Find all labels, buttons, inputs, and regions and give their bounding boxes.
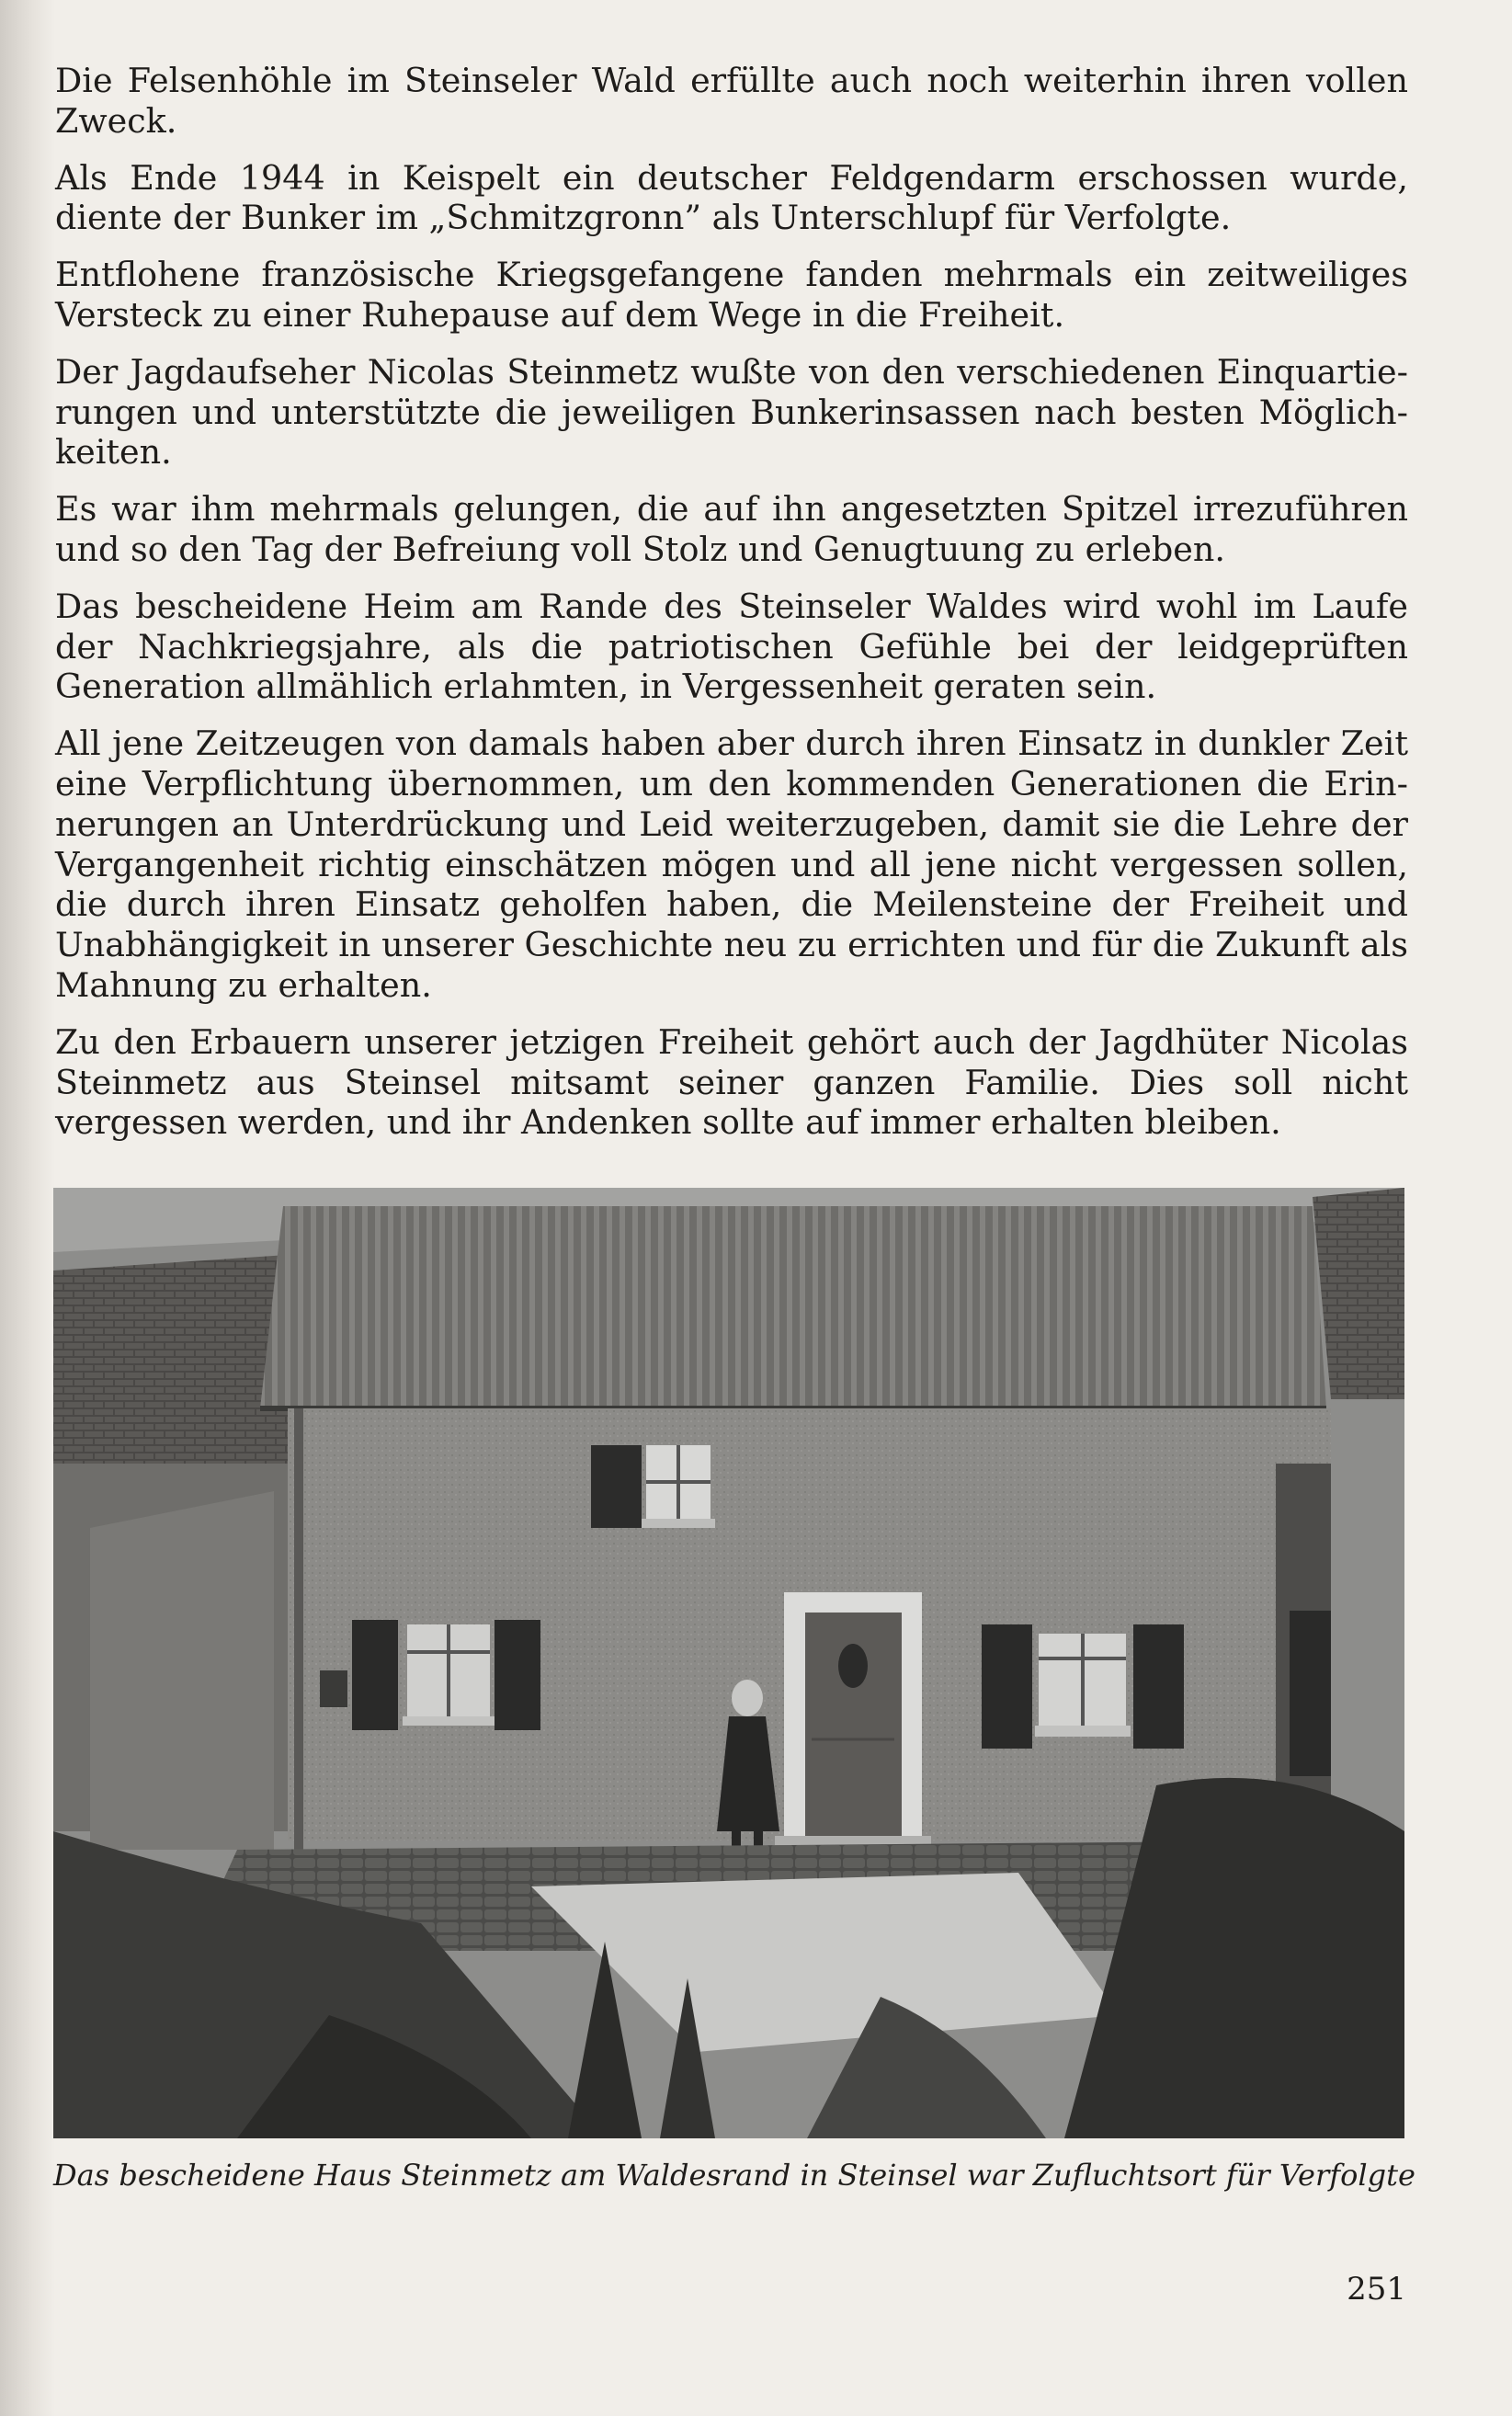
photo-caption: Das bescheidene Haus Steinmetz am Waldesrand in Steinsel war Zufluchtsort für Verfolgte (53, 2158, 1415, 2193)
paragraph: Zu den Erbauern unserer jetzigen Freiheit gehört auch der Jagdhüter Nicolas Steinmetz aus Steinsel mitsamt seiner ganzen Familie. Dies soll nicht vergessen werden, und ihr Andenken sollte auf immer erhalten bleiben. (55, 1021, 1408, 1143)
paragraph: Es war ihm mehrmals gelungen, die auf ihn angesetzten Spitzel irrezuführen und so den Tag der Befreiung voll Stolz und Genugtuung zu erleben. (55, 489, 1408, 569)
paragraph: All jene Zeitzeugen von damals haben aber durch ihren Einsatz in dunkler Zeit eine Verpflichtung übernommen, um den kommenden Generationen die Erin- nerungen an Unterdrückung und Leid weiterzugeben, damit sie die Lehre der Vergangenheit richtig einschätzen mögen und all jene nicht vergessen sollen, die durch ihren Einsatz geholfen haben, die Meilensteine der Freiheit und Unabhängigkeit in unserer Geschichte neu zu errichten und für die Zukunft als Mahnung zu erhalten. (55, 724, 1408, 1005)
paragraph: Als Ende 1944 in Keispelt ein deutscher Feldgendarm erschossen wurde, diente der Bunker im „Schmitzgronn” als Unterschlupf für Verfolgte. (55, 157, 1408, 238)
paragraph: Entflohene französische Kriegsgefangene fanden mehrmals ein zeitweiliges Versteck zu einer Ruhepause auf dem Wege in die Freiheit. (55, 255, 1408, 335)
paragraph: Die Felsenhöhle im Steinseler Wald erfüllte auch noch weiterhin ihren vollen Zweck. (55, 61, 1408, 141)
page-gutter-shadow (0, 0, 55, 2416)
paragraph: Der Jagdaufseher Nicolas Steinmetz wußte von den verschiedenen Einquartie- rungen und unterstützte die jeweiligen Bunkerinsassen nach besten Möglich- keiten. (55, 351, 1408, 473)
body-text (55, 61, 1408, 1159)
house-photo (53, 1188, 1404, 2138)
page-number: 251 (1347, 2271, 1406, 2308)
paragraph: Das bescheidene Heim am Rande des Steinseler Waldes wird wohl im Laufe der Nachkriegsjahre, als die patriotischen Gefühle bei der leidgeprüften Generation allmählich erlahmten, in Vergessenheit geraten sein. (55, 586, 1408, 707)
